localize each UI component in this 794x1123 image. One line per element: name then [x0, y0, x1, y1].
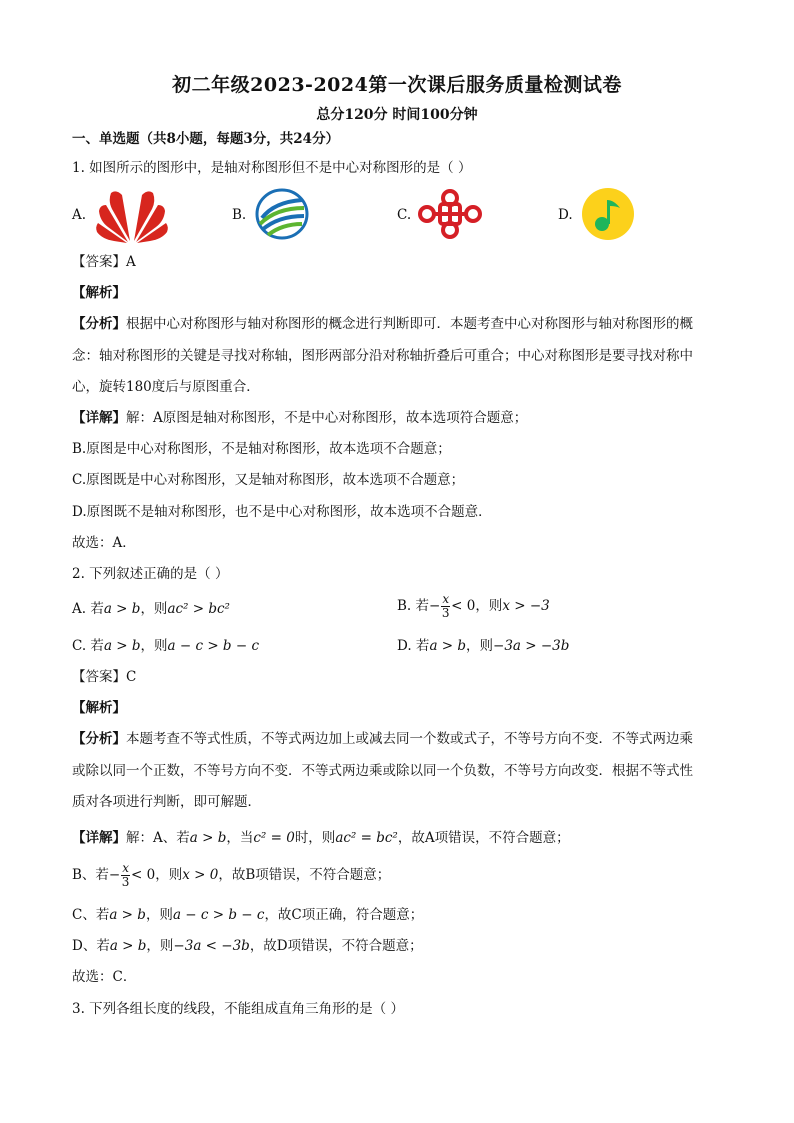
q2-fenxi-line-1 [72, 730, 693, 748]
q2-option-d [397, 637, 569, 655]
q3-stem: 3. 下列各组长度的线段，不能组成直角三角形的是（ ） [72, 1001, 404, 1017]
q2-xj-a-text-1: 解：A、若 [126, 830, 190, 846]
q2-xj-a-cond: a > b [189, 830, 227, 846]
q2-xj-a-c2: c² = 0 [253, 830, 295, 846]
q2-xj-b-after: < 0 [131, 867, 156, 883]
q2-option-c-res: a − c > b − c [167, 638, 260, 654]
q1-xiangjie-tag: 【详解】 [72, 410, 126, 426]
q2-option-b-label: B. 若 [397, 598, 430, 614]
q2-fenxi-tag: 【分析】 [72, 731, 126, 747]
q2-xj-a-text-2: ，当 [226, 830, 254, 846]
q2-option-a-res: ac² > bc² [167, 601, 230, 617]
q2-xj-d-text-1: D、若 [72, 938, 110, 954]
q2-xj-b-num: x [122, 861, 130, 875]
q2-xiangjie-tag: 【详解】 [72, 830, 126, 846]
q1-analysis-tag: 【解析】 [72, 285, 126, 301]
qq-music-logo-icon [580, 186, 636, 242]
china-unicom-logo-icon [418, 188, 482, 240]
q2-xj-c-text-3: ，故C项正确，符合题意； [264, 907, 424, 923]
q2-xj-b-text-1: B、若 [72, 867, 109, 883]
q2-xj-c-text-2: ，则 [145, 907, 173, 923]
q1-fenxi-line-1 [72, 315, 693, 333]
q2-option-d-mid: ，则 [466, 638, 494, 654]
q2-option-d-cond: a > b [429, 638, 467, 654]
q2-xj-b-res: x > 0 [182, 867, 219, 883]
q2-option-c-mid: ，则 [140, 638, 168, 654]
q2-fenxi-text-1: 本题考查不等式性质，不等式两边加上或减去同一个数或式子，不等号方向不变．不等式两边乘 [126, 731, 693, 747]
q2-option-c-label: C. 若 [72, 638, 104, 654]
q2-option-c [72, 637, 259, 655]
q2-xj-a-text-4: ，故A项错误，不符合题意； [397, 830, 570, 846]
page-subtitle: 总分120分 时间100分钟 [316, 107, 478, 123]
q2-xj-c-text-1: C、若 [72, 907, 110, 923]
q2-xj-a-eq: ac² = bc² [335, 830, 398, 846]
q2-xiangjie-b: B、若− $\frac{x}{3}$ < 0，则x > 0，故B项错误，不符合题意； [72, 861, 391, 889]
q1-choice: 故选：A． [72, 535, 136, 551]
q1-option-d-label: D. [558, 207, 573, 223]
q2-choice: 故选：C． [72, 969, 137, 985]
q2-option-c-cond: a > b [103, 638, 141, 654]
q2-xj-c-res: a − c > b − c [172, 907, 265, 923]
q2-xj-d-res: −3a < −3b [173, 938, 250, 954]
q1-stem: 1. 如图所示的图形中，是轴对称图形但不是中心对称图形的是（ ） [72, 160, 472, 176]
q1-fenxi-line-3: 心，旋转180度后与原图重合． [72, 379, 260, 395]
q1-option-c-label: C. [397, 207, 412, 223]
q2-option-d-label: D. 若 [397, 638, 430, 654]
q2-xj-d-cond: a > b [109, 938, 147, 954]
q1-xiangjie-a: 解：A原图是轴对称图形，不是中心对称图形，故本选项符合题意； [126, 410, 528, 426]
q2-option-d-res: −3a > −3b [493, 638, 570, 654]
q2-fenxi-line-3: 质对各项进行判断，即可解题． [72, 794, 261, 810]
q2-option-b-fraction [441, 593, 450, 620]
q2-option-b-num: x [442, 592, 450, 606]
q1-detail-d: D.原图既不是轴对称图形，也不是中心对称图形，故本选项不合题意． [72, 504, 492, 520]
q2-xj-a-text-3: 时，则 [294, 830, 336, 846]
q1-option-b-label: B. [232, 207, 247, 223]
q1-xiangjie-line [72, 409, 527, 427]
q1-detail-b: B.原图是中心对称图形，不是轴对称图形，故本选项不合题意； [72, 441, 451, 457]
page-title: 初二年级2023-2024第一次课后服务质量检测试卷 [172, 74, 622, 96]
q2-xj-d-text-2: ，则 [146, 938, 174, 954]
q2-fenxi-line-2: 或除以同一个正数，不等号方向不变．不等式两边乘或除以同一个负数，不等号方向改变．根据不等式性 [72, 763, 693, 779]
q2-option-a [72, 600, 230, 618]
q2-xiangjie-d [72, 937, 423, 955]
huawei-logo-icon [94, 187, 170, 243]
q1-fenxi-text-1: 根据中心对称图形与轴对称图形的概念进行判断即可．本题考查中心对称图形与轴对称图形的概 [126, 316, 693, 332]
q2-option-b-mid: ，则 [475, 598, 503, 614]
q2-xj-d-text-3: ，故D项错误，不符合题意； [249, 938, 423, 954]
q2-xiangjie-a [72, 829, 570, 847]
q2-stem: 2. 下列叙述正确的是（ ） [72, 566, 229, 582]
q1-detail-c: C.原图既是中心对称图形，又是轴对称图形，故本选项不合题意； [72, 472, 465, 488]
q2-option-a-cond: a > b [103, 601, 141, 617]
q1-fenxi-line-2: 念：轴对称图形的关键是寻找对称轴，图形两部分沿对称轴折叠后可重合；中心对称图形是要寻找对称中 [72, 348, 693, 364]
q1-fenxi-tag: 【分析】 [72, 316, 126, 332]
q2-option-b-after: < 0 [451, 598, 476, 614]
q2-option-a-label: A. 若 [72, 601, 104, 617]
q2-option-a-mid: ，则 [140, 601, 168, 617]
q2-xj-b-text-2: ，则 [155, 867, 183, 883]
q2-xj-b-den: 3 [121, 875, 130, 889]
q2-xiangjie-c [72, 906, 423, 924]
q2-answer: 【答案】C [72, 669, 137, 685]
q1-option-a-label: A. [72, 207, 87, 223]
q2-xj-b-text-3: ，故B项错误，不符合题意； [218, 867, 391, 883]
q2-option-b-den: 3 [441, 606, 450, 620]
q2-analysis-tag: 【解析】 [72, 700, 126, 716]
section-heading: 一、单选题（共8小题，每题3分，共24分） [72, 131, 340, 147]
q2-option-b-res: x > −3 [502, 598, 550, 614]
china-mobile-logo-icon [254, 188, 310, 240]
q2-xj-b-fraction [121, 862, 130, 889]
q2-option-b: B. 若− $\frac{x}{3}$ < 0，则x > −3 [397, 592, 550, 620]
q2-xj-c-cond: a > b [109, 907, 146, 923]
q1-answer: 【答案】A [72, 254, 136, 270]
